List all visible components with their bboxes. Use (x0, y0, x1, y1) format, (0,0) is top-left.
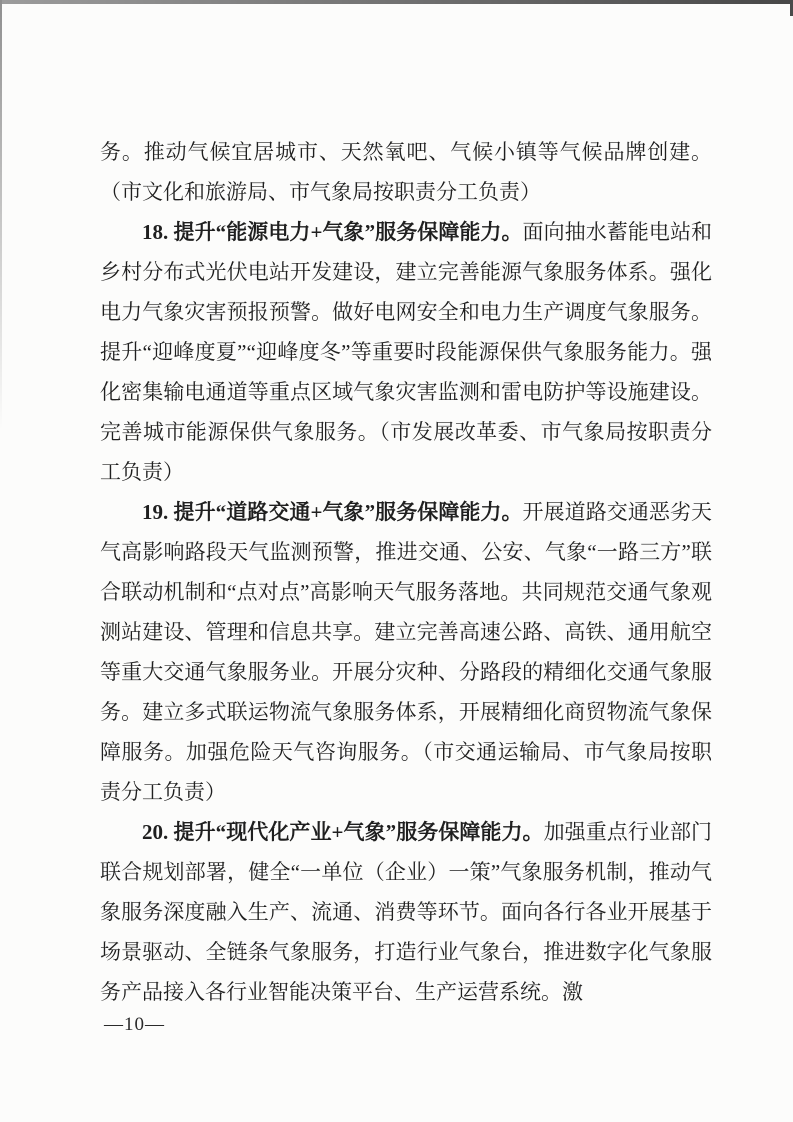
document-body (100, 132, 712, 1012)
clause-body-text: 开展道路交通恶劣天气高影响路段天气监测预警，推进交通、公安、气象“一路三方”联合联动机制和“点对点”高影响天气服务落地。共同规范交通气象观测站建设、管理和信息共享。建立完善高速公路、高铁、通用航空等重大交通气象服务业。开展分灾种、分路段的精细化交通气象服务。建立多式联运物流气象服务体系，开展精细化商贸物流气象保障服务。加强危险天气咨询服务。（市交通运输局、市气象局按职责分工负责） (100, 500, 712, 804)
paragraph-19 (100, 492, 712, 812)
scan-edge-left (0, 0, 2, 430)
clause-body-text: 务。推动气候宜居城市、天然氧吧、气候小镇等气候品牌创建。（市文化和旅游局、市气象局按职责分工负责） (100, 140, 712, 204)
clause-heading: 19. 提升“道路交通+气象”服务保障能力。 (142, 500, 523, 524)
clause-body-text: 加强重点行业部门联合规划部署，健全“一单位（企业）一策”气象服务机制，推动气象服务深度融入生产、流通、消费等环节。面向各行各业开展基于场景驱动、全链条气象服务，打造行业气象台，推进数字化气象服务产品接入各行业智能决策平台、生产运营系统。激 (100, 820, 713, 1004)
clause-heading: 20. 提升“现代化产业+气象”服务保障能力。 (142, 820, 544, 844)
paragraph-18 (100, 212, 712, 492)
page-number: —10— (104, 1014, 165, 1035)
clause-body-text: 面向抽水蓄能电站和乡村分布式光伏电站开发建设，建立完善能源气象服务体系。强化电力气象灾害预报预警。做好电网安全和电力生产调度气象服务。提升“迎峰度夏”“迎峰度冬”等重要时段能源保供气象服务能力。强化密集输电通道等重点区域气象灾害监测和雷电防护等设施建设。完善城市能源保供气象服务。（市发展改革委、市气象局按职责分工负责） (100, 220, 712, 484)
clause-heading: 18. 提升“能源电力+气象”服务保障能力。 (142, 220, 523, 244)
scan-edge-top (0, 0, 793, 4)
paragraph-20 (100, 812, 712, 1012)
paragraph-continuation (100, 132, 712, 212)
